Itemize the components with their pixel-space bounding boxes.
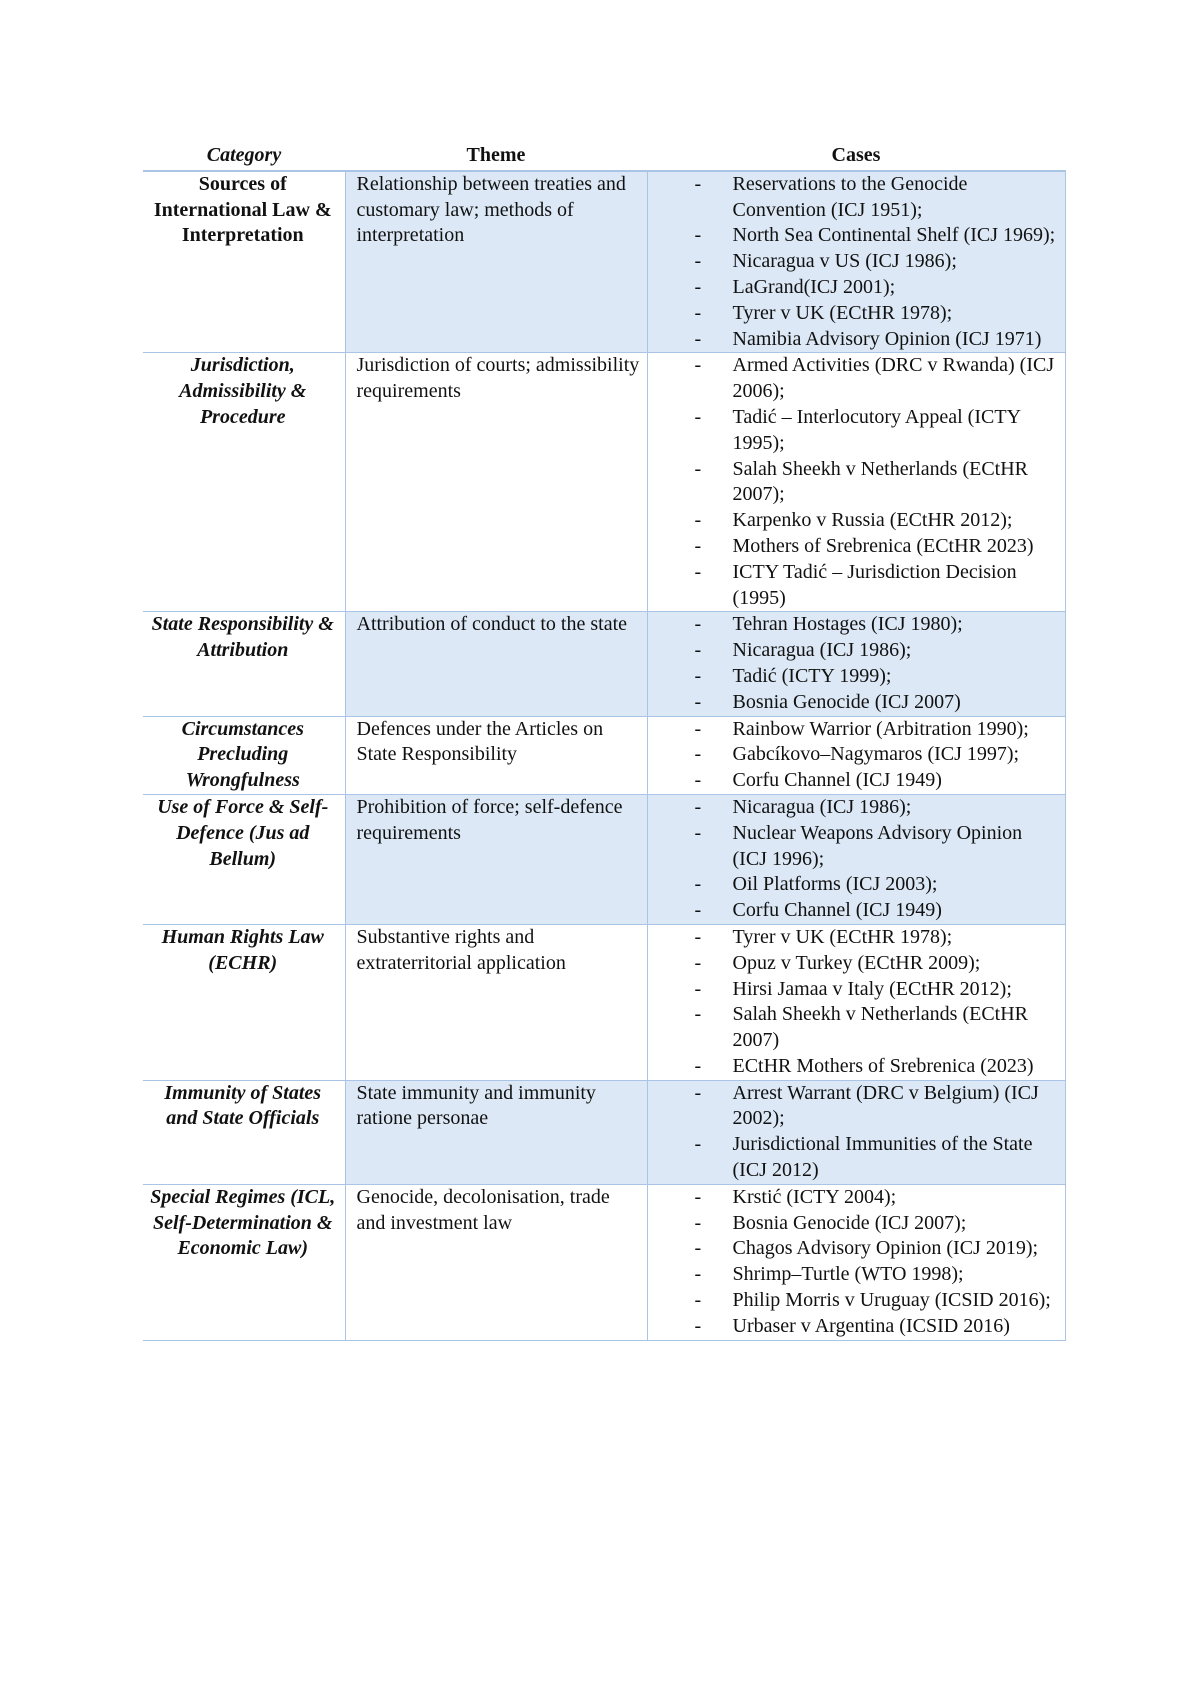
cases-cell <box>647 716 1065 794</box>
theme-cell: Substantive rights and extraterritorial application <box>345 924 647 1080</box>
case-text: LaGrand(ICJ 2001); <box>732 275 896 298</box>
case-text: Oil Platforms (ICJ 2003); <box>732 873 938 896</box>
dash-bullet: - <box>694 1003 702 1026</box>
case-text: Tyrer v UK (ECtHR 1978); <box>732 925 953 948</box>
case-text: Nuclear Weapons Advisory Opinion (ICJ 1996); <box>732 821 1023 870</box>
theme-cell: Attribution of conduct to the state <box>345 612 647 716</box>
table-header <box>143 143 1065 171</box>
case-item <box>648 327 1057 353</box>
theme-cell: State immunity and immunity ratione personae <box>345 1080 647 1184</box>
case-item <box>648 1002 1057 1054</box>
dash-bullet: - <box>694 639 702 662</box>
case-text: Chagos Advisory Opinion (ICJ 2019); <box>732 1237 1039 1260</box>
table-row <box>143 794 1065 924</box>
header-theme: Theme <box>466 144 526 166</box>
theme-cell: Genocide, decolonisation, trade and investment law <box>345 1184 647 1340</box>
case-text: Philip Morris v Uruguay (ICSID 2016); <box>732 1289 1051 1312</box>
table-row <box>143 1080 1065 1184</box>
case-item <box>648 1262 1057 1288</box>
case-text: Corfu Channel (ICJ 1949) <box>732 769 942 792</box>
dash-bullet: - <box>694 250 702 273</box>
case-text: Mothers of Srebrenica (ECtHR 2023) <box>732 534 1034 557</box>
cases-cell <box>647 612 1065 716</box>
case-text: Tyrer v UK (ECtHR 1978); <box>732 301 953 324</box>
category-cell: Sources of International Law & Interpretation <box>143 171 345 353</box>
table-body <box>143 171 1065 1340</box>
case-item <box>648 898 1057 924</box>
dash-bullet: - <box>694 534 702 557</box>
case-text: Corfu Channel (ICJ 1949) <box>732 899 942 922</box>
dash-bullet: - <box>694 1289 702 1312</box>
case-text: Shrimp–Turtle (WTO 1998); <box>732 1263 964 1286</box>
theme-cell: Relationship between treaties and customary law; methods of interpretation <box>345 171 647 353</box>
dash-bullet: - <box>694 925 702 948</box>
table-row <box>143 171 1065 353</box>
case-item <box>648 275 1057 301</box>
case-item <box>648 1236 1057 1262</box>
case-list <box>648 172 1057 353</box>
case-item <box>648 457 1057 509</box>
dash-bullet: - <box>694 873 702 896</box>
case-item <box>648 821 1057 873</box>
category-cell: Special Regimes (ICL, Self-Determination & Economic Law) <box>143 1184 345 1340</box>
case-item <box>648 172 1057 224</box>
dash-bullet: - <box>694 509 702 532</box>
case-item <box>648 301 1057 327</box>
category-cell: Jurisdiction, Admissibility & Procedure <box>143 353 345 612</box>
case-list <box>648 717 1057 794</box>
case-list <box>648 353 1057 611</box>
dash-bullet: - <box>694 690 702 713</box>
dash-bullet: - <box>694 899 702 922</box>
category-cell: Immunity of States and State Officials <box>143 1080 345 1184</box>
case-text: Tehran Hostages (ICJ 1980); <box>732 613 963 636</box>
case-item <box>648 1081 1057 1133</box>
dash-bullet: - <box>694 405 702 428</box>
case-item <box>648 925 1057 951</box>
case-item <box>648 560 1057 612</box>
case-text: Tadić – Interlocutory Appeal (ICTY 1995); <box>732 405 1021 454</box>
dash-bullet: - <box>694 717 702 740</box>
dash-bullet: - <box>694 664 702 687</box>
dash-bullet: - <box>694 224 702 247</box>
header-category: Category <box>206 144 282 166</box>
case-list <box>648 925 1057 1080</box>
cases-cell <box>647 1184 1065 1340</box>
category-cell: Circumstances Precluding Wrongfulness <box>143 716 345 794</box>
category-cell: Human Rights Law (ECHR) <box>143 924 345 1080</box>
dash-bullet: - <box>694 1054 702 1077</box>
case-item <box>648 1054 1057 1080</box>
case-item <box>648 872 1057 898</box>
case-text: Nicaragua (ICJ 1986); <box>732 795 912 818</box>
case-text: Salah Sheekh v Netherlands (ECtHR 2007); <box>732 457 1028 506</box>
cases-cell <box>647 794 1065 924</box>
case-item <box>648 951 1057 977</box>
case-item <box>648 249 1057 275</box>
dash-bullet: - <box>694 951 702 974</box>
case-text: Hirsi Jamaa v Italy (ECtHR 2012); <box>732 977 1012 1000</box>
dash-bullet: - <box>694 560 702 583</box>
case-text: Bosnia Genocide (ICJ 2007); <box>732 1211 967 1234</box>
case-list <box>648 1081 1057 1184</box>
dash-bullet: - <box>694 1185 702 1208</box>
cases-cell <box>647 924 1065 1080</box>
case-text: Nicaragua (ICJ 1986); <box>732 639 912 662</box>
case-item <box>648 638 1057 664</box>
case-item <box>648 742 1057 768</box>
case-text: Jurisdictional Immunities of the State (ICJ 2012) <box>732 1133 1033 1182</box>
theme-cell: Defences under the Articles on State Responsibility <box>345 716 647 794</box>
case-item <box>648 405 1057 457</box>
case-text: Krstić (ICTY 2004); <box>732 1185 897 1208</box>
dash-bullet: - <box>694 1314 702 1337</box>
case-list <box>648 795 1057 924</box>
dash-bullet: - <box>694 1263 702 1286</box>
dash-bullet: - <box>694 795 702 818</box>
category-cell: State Responsibility & Attribution <box>143 612 345 716</box>
case-text: Arrest Warrant (DRC v Belgium) (ICJ 2002); <box>732 1081 1039 1130</box>
case-item <box>648 534 1057 560</box>
case-item <box>648 768 1057 794</box>
dash-bullet: - <box>694 301 702 324</box>
dash-bullet: - <box>694 327 702 350</box>
case-item <box>648 690 1057 716</box>
dash-bullet: - <box>694 613 702 636</box>
dash-bullet: - <box>694 457 702 480</box>
case-text: Karpenko v Russia (ECtHR 2012); <box>732 509 1013 532</box>
case-item <box>648 223 1057 249</box>
table-row <box>143 716 1065 794</box>
case-item <box>648 795 1057 821</box>
table-row <box>143 353 1065 612</box>
table-row <box>143 612 1065 716</box>
case-item <box>648 1132 1057 1184</box>
case-text: Opuz v Turkey (ECtHR 2009); <box>732 951 981 974</box>
dash-bullet: - <box>694 172 702 195</box>
dash-bullet: - <box>694 1081 702 1104</box>
dash-bullet: - <box>694 275 702 298</box>
cases-cell <box>647 353 1065 612</box>
case-text: Armed Activities (DRC v Rwanda) (ICJ 2006); <box>732 354 1055 403</box>
case-text: Rainbow Warrior (Arbitration 1990); <box>732 717 1029 740</box>
cases-cell <box>647 1080 1065 1184</box>
case-text: Gabcíkovo–Nagymaros (ICJ 1997); <box>732 743 1020 766</box>
theme-cell: Jurisdiction of courts; admissibility requirements <box>345 353 647 612</box>
theme-cell: Prohibition of force; self-defence requirements <box>345 794 647 924</box>
case-item <box>648 612 1057 638</box>
dash-bullet: - <box>694 977 702 1000</box>
case-text: Salah Sheekh v Netherlands (ECtHR 2007) <box>732 1003 1028 1052</box>
dash-bullet: - <box>694 743 702 766</box>
case-item <box>648 1211 1057 1237</box>
table-row <box>143 1184 1065 1340</box>
case-item <box>648 1288 1057 1314</box>
case-item <box>648 353 1057 405</box>
case-text: Nicaragua v US (ICJ 1986); <box>732 250 957 273</box>
cases-table <box>143 143 1066 1341</box>
case-text: North Sea Continental Shelf (ICJ 1969); <box>732 224 1056 247</box>
case-text: ICTY Tadić – Jurisdiction Decision (1995) <box>732 560 1017 609</box>
case-text: Tadić (ICTY 1999); <box>732 664 892 687</box>
table-row <box>143 924 1065 1080</box>
cases-cell <box>647 171 1065 353</box>
case-list <box>648 1185 1057 1340</box>
dash-bullet: - <box>694 1237 702 1260</box>
dash-bullet: - <box>694 1211 702 1234</box>
case-item <box>648 1185 1057 1211</box>
case-list <box>648 612 1057 715</box>
case-item <box>648 508 1057 534</box>
dash-bullet: - <box>694 354 702 377</box>
dash-bullet: - <box>694 1133 702 1156</box>
case-text: Reservations to the Genocide Convention (ICJ 1951); <box>732 172 968 221</box>
case-item <box>648 717 1057 743</box>
case-item <box>648 1314 1057 1340</box>
dash-bullet: - <box>694 769 702 792</box>
header-cases: Cases <box>831 144 881 166</box>
case-text: Namibia Advisory Opinion (ICJ 1971) <box>732 327 1042 350</box>
case-text: Bosnia Genocide (ICJ 2007) <box>732 690 961 713</box>
case-item <box>648 977 1057 1003</box>
case-text: Urbaser v Argentina (ICSID 2016) <box>732 1314 1010 1337</box>
dash-bullet: - <box>694 821 702 844</box>
case-text: ECtHR Mothers of Srebrenica (2023) <box>732 1054 1034 1077</box>
header-row <box>143 143 1065 171</box>
case-item <box>648 664 1057 690</box>
category-cell: Use of Force & Self-Defence (Jus ad Bellum) <box>143 794 345 924</box>
